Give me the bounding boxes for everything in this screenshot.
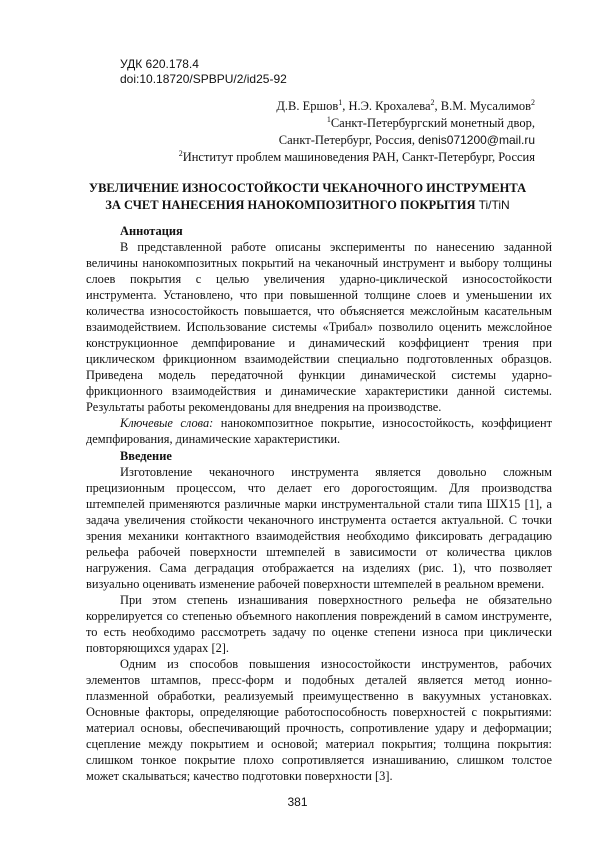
udk-code: УДК 620.178.4 <box>120 57 199 71</box>
intro-paragraph-1: Изготовление чеканочного инструмента является довольно сложным прецизионным процессом, что делает его дорогостоящим. Для производства штемпелей применяются различные марки инструментальной стали типа ШХ15 [1], а задача увеличения стойкости чеканочного инструмента остается актуальной. С точки зрения механики контактного взаимодействия необходимо фиксировать деградацию рельефа рабочей поверхности штемпелей в зависимости от количества циклов нагружения. Сама деградация отображается на изделиях (рис. 1), что позволяет визуально оценивать изменение рабочей поверхности штемпелей в реальном времени. <box>86 465 552 591</box>
authors-line: Д.В. Ершов$^1$, Н.Э. Крохалева$^2$, В.М. Мусалимов$^2$ <box>276 97 535 113</box>
introduction-section <box>86 448 552 784</box>
title-line-1: УВЕЛИЧЕНИЕ ИЗНОСОСТОЙКОСТИ ЧЕКАНОЧНОГО ИНСТРУМЕНТА <box>88 181 527 195</box>
intro-heading: Введение <box>120 449 172 463</box>
intro-paragraph-3: Одним из способов повышения износостойкости инструментов, рабочих элементов штампов, пресс-форм и подобных деталей является метод ионно-плазменной обработки, реализуемый преимущественно в вакуумных установках. Основные факторы, определяющие работоспособность поверхностей с покрытиями: материал основы, обеспечивающий прочность, сопротивление удару и деформации; сцепление между покрытием и основой; материал покрытия; толщина покрытия: слишком тонкое покрытие плохо сопротивляется изнашиванию, слишком толстое может скалываться; качество подготовки поверхности [3]. <box>86 657 552 783</box>
keywords-label: Ключевые слова: <box>120 416 214 430</box>
affiliation-1: $^1$Санкт-Петербургский монетный двор, <box>326 114 535 130</box>
abstract-heading: Аннотация <box>120 224 183 238</box>
doi: doi:10.18720/SPBPU/2/id25-92 <box>120 72 287 86</box>
affiliation-1-city: Санкт-Петербург, Россия, denis071200@mail.ru <box>278 133 535 147</box>
intro-paragraph-2: При этом степень изнашивания поверхностного рельефа не обязательно коррелируется со степенью объемного накопления повреждений в самом инструменте, то есть необходимо рассмотреть задачу по оценке степени износа при циклически повторяющихся ударах [2]. <box>86 593 552 655</box>
abstract-text: В представленной работе описаны эксперименты по нанесению заданной величины нанокомпозитных покрытий на чеканочный инструмент и выбору толщины слоев покрытия с целью увеличения ударно-циклической износостойкости инструмента. Установлено, что при повышенной толщине слоев и уменьшении их количества износостойкость повышается, что объясняется межслойным касательным взаимодействием. Использование системы «Трибал» позволило оценить межслойное конструкционное демпфирование и динамический коэффициент трения при циклическом фрикционном взаимодействии специально подготовленных образцов. Приведена модель передаточной функции динамической системы ударно-фрикционного взаимодействия и динамические характеристики данной системы. Результаты работы рекомендованы для внедрения на производстве. <box>86 240 552 414</box>
affiliation-2: $^2$Институт проблем машиноведения РАН, Санкт-Петербург, Россия <box>178 148 535 164</box>
title-line-2: ЗА СЧЕТ НАНЕСЕНИЯ НАНОКОМПОЗИТНОГО ПОКРЫТИЯ Ti/TiN <box>105 198 510 212</box>
paper-title <box>60 180 555 214</box>
keywords: Ключевые слова: нанокомпозитное покрытие, износостойкость, коэффициент демпфирования, динамические характеристики. <box>86 416 552 446</box>
abstract-section <box>86 223 552 447</box>
page-number: 381 <box>287 795 308 809</box>
author-email[interactable]: denis071200@mail.ru <box>418 133 535 147</box>
title-formula: Ti/TiN <box>478 198 510 212</box>
author-block <box>115 98 535 166</box>
